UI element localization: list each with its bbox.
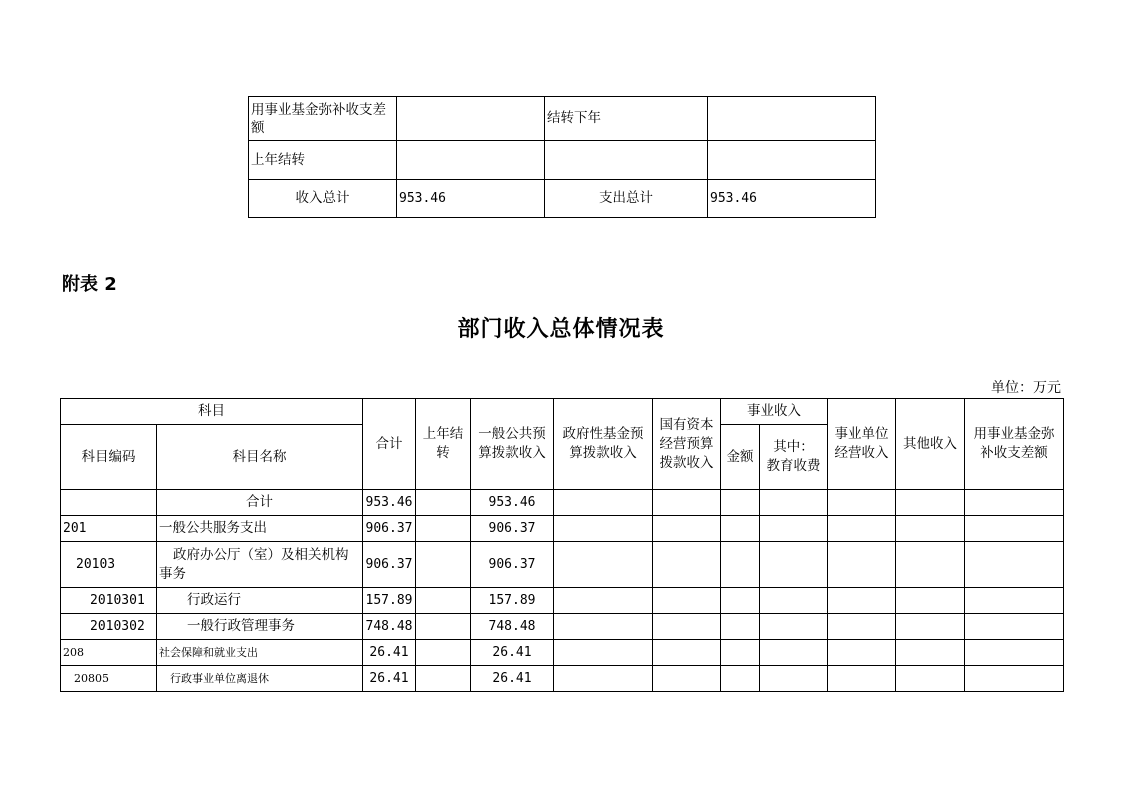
row-name: 政府办公厅（室）及相关机构事务 [157,542,363,588]
row-cell [896,640,965,666]
row-cell [554,614,653,640]
row-cell [965,588,1064,614]
summary-value-expense-total: 953.46 [708,180,876,218]
row-total: 26.41 [363,666,416,692]
row-cell [896,588,965,614]
header-education-fee-cell [760,425,828,490]
summary-label-fund-cover: 用事业基金弥补收支差额 [249,97,397,141]
row-code [61,490,157,516]
summary-label-income-total: 收入总计 [249,180,397,218]
row-code: 2010302 [61,614,157,640]
row-cell [828,490,896,516]
header-unit-operating: 事业单位经营收入 [828,399,896,490]
header-other-income: 其他收入 [896,399,965,490]
summary-table [248,96,876,218]
row-general: 906.37 [471,542,554,588]
row-cell [965,640,1064,666]
row-cell [896,516,965,542]
header-of-which: 其中： [773,439,814,455]
row-cell [721,542,760,588]
row-cell [760,516,828,542]
row-name: 合计 [157,490,363,516]
header-fund-cover: 用事业基金弥补收支差额 [965,399,1064,490]
row-cell [760,588,828,614]
row-total: 906.37 [363,516,416,542]
row-cell [653,666,721,692]
summary-label-carry-next: 结转下年 [545,97,708,141]
row-code: 20103 [61,542,157,588]
summary-row-last-year [249,141,876,180]
header-general-budget: 一般公共预算拨款收入 [471,399,554,490]
row-carryover [416,516,471,542]
row-cell [721,614,760,640]
row-total: 26.41 [363,640,416,666]
table-row [61,640,1064,666]
header-subject: 科目 [61,399,363,425]
row-cell [721,516,760,542]
row-cell [554,666,653,692]
row-cell [828,588,896,614]
header-subject-name: 科目名称 [157,425,363,490]
header-carryover: 上年结转 [416,399,471,490]
row-cell [554,588,653,614]
summary-value-last-year [397,141,545,180]
header-total: 合计 [363,399,416,490]
row-code: 2010301 [61,588,157,614]
row-name: 行政事业单位离退休 [157,666,363,692]
table-row [61,666,1064,692]
row-cell [554,542,653,588]
row-total: 906.37 [363,542,416,588]
row-general: 157.89 [471,588,554,614]
row-cell [896,666,965,692]
row-carryover [416,640,471,666]
row-cell [828,640,896,666]
summary-value-fund-cover [397,97,545,141]
row-cell [965,490,1064,516]
row-cell [965,542,1064,588]
row-cell [828,666,896,692]
summary-label-last-year: 上年结转 [249,141,397,180]
row-cell [653,614,721,640]
table-row [61,588,1064,614]
header-subject-code: 科目编码 [61,425,157,490]
summary-value-carry-next [708,97,876,141]
row-name: 一般公共服务支出 [157,516,363,542]
appendix-label: 附表 2 [62,274,117,295]
row-cell [760,614,828,640]
row-name: 一般行政管理事务 [157,614,363,640]
unit-label: 单位：万元 [991,380,1061,396]
row-code: 208 [61,640,157,666]
row-cell [653,640,721,666]
row-name: 行政运行 [157,588,363,614]
summary-value-income-total: 953.46 [397,180,545,218]
row-code: 20805 [61,666,157,692]
row-cell [653,542,721,588]
header-row-1 [61,399,1064,425]
table-row [61,516,1064,542]
row-cell [721,588,760,614]
row-cell [653,490,721,516]
row-cell [828,516,896,542]
row-code: 201 [61,516,157,542]
header-business-income: 事业收入 [721,399,828,425]
row-cell [965,614,1064,640]
row-cell [721,640,760,666]
row-name: 社会保障和就业支出 [157,640,363,666]
row-carryover [416,614,471,640]
row-cell [760,490,828,516]
row-general: 26.41 [471,640,554,666]
table-row [61,614,1064,640]
row-general: 906.37 [471,516,554,542]
summary-value-empty [708,141,876,180]
row-total: 157.89 [363,588,416,614]
row-cell [828,614,896,640]
row-general: 748.48 [471,614,554,640]
row-cell [721,490,760,516]
summary-label-expense-total: 支出总计 [545,180,708,218]
row-general: 26.41 [471,666,554,692]
summary-row-fund-cover [249,97,876,141]
row-cell [965,516,1064,542]
row-carryover [416,666,471,692]
row-cell [554,640,653,666]
row-cell [896,490,965,516]
row-cell [760,640,828,666]
row-cell [554,490,653,516]
row-cell [653,588,721,614]
header-amount: 金额 [721,425,760,490]
page-title: 部门收入总体情况表 [457,316,665,342]
summary-label-empty [545,141,708,180]
row-cell [896,614,965,640]
row-cell [896,542,965,588]
header-gov-fund: 政府性基金预算拨款收入 [554,399,653,490]
row-total: 953.46 [363,490,416,516]
row-cell [828,542,896,588]
row-cell [554,516,653,542]
row-cell [760,666,828,692]
row-carryover [416,588,471,614]
income-table [60,398,1064,692]
table-row [61,490,1064,516]
row-carryover [416,542,471,588]
row-total: 748.48 [363,614,416,640]
row-carryover [416,490,471,516]
row-cell [653,516,721,542]
summary-row-totals [249,180,876,218]
row-cell [965,666,1064,692]
row-cell [721,666,760,692]
table-row [61,542,1064,588]
row-general: 953.46 [471,490,554,516]
header-state-capital: 国有资本经营预算拨款收入 [653,399,721,490]
row-cell [760,542,828,588]
header-education-fee: 教育收费 [766,458,821,474]
